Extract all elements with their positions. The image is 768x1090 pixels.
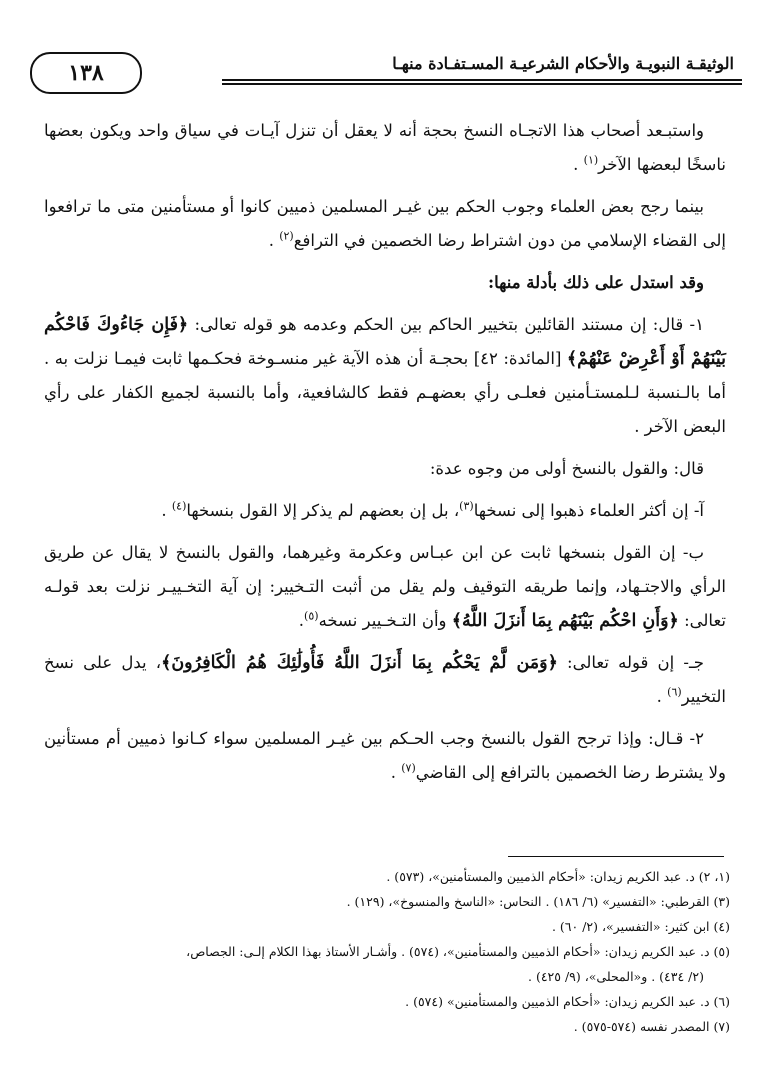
footnote-ref[interactable]: (٧) (401, 761, 416, 775)
footnote-ref[interactable]: (٣) (459, 499, 474, 513)
header-rule (222, 79, 742, 81)
footnote-ref[interactable]: (٦) (667, 685, 682, 699)
footnotes (40, 864, 730, 1039)
quran-verse: ﴿وَأَنِ احْكُم بَيْنَهُم بِمَا أَنزَلَ اللَّهُ﴾ (451, 611, 679, 631)
page-number: ١٣٨ (30, 52, 142, 94)
paragraph: ب- إن القول بنسخها ثابت عن ابن عبـاس وعكرمة وغيرهما، والقول بالنسخ لا يقال عن طريق الرأي والاجتـهاد، وإنما طريقه التوقيف ولم يقل من أثبت التـخيير: إن آية التخـييـر نزلت بعد قولـه تعالى: ﴿وَأَنِ احْكُم بَيْنَهُم بِمَا أَنزَلَ اللَّهُ﴾ وأن التـخـيير نسخه$^{(٥)}$. (44, 543, 726, 631)
footnote-continuation: (٢/ ٤٣٤) . و«المحلى»، (٩/ ٤٢٥) . (528, 969, 704, 984)
book-title: الوثيقـة النبويـة والأحكام الشرعيـة المسـتفـادة منهـا (392, 54, 734, 73)
footnote-ref[interactable]: (١) (583, 153, 599, 167)
footnote: (٥) د. عبد الكريم زيدان: «أحكام الذميين والمستأمنين»، (٥٧٤) . وأشـار الأستاذ بهذا الكلام إلـى: الجصاص، (186, 944, 730, 959)
quran-verse: ﴿وَمَن لَّمْ يَحْكُم بِمَا أَنزَلَ اللَّهُ فَأُولَٰئِكَ هُمُ الْكَافِرُونَ﴾ (161, 653, 558, 673)
section-lead: وقد استدل على ذلك بأدلة منها: (488, 273, 704, 292)
footnote: (٦) د. عبد الكريم زيدان: «أحكام الذميين والمستأمنين» (٥٧٤) . (405, 994, 730, 1009)
footnote-ref[interactable]: (٤) (171, 499, 187, 513)
footnote: (١، ٢) د. عبد الكريم زيدان: «أحكام الذميين والمستأمنين»، (٥٧٣) . (386, 869, 730, 884)
header-rule (222, 83, 742, 85)
quran-verse: ﴿فَإِن جَاءُوكَ فَاحْكُم بَيْنَهُمْ أَوْ أَعْرِضْ عَنْهُمْ﴾ (44, 315, 726, 369)
paragraph: ٢- قـال: وإذا ترجح القول بالنسخ وجب الحـكم بين غيـر المسلمين سواء كـانوا ذميين أم مستأنين ولا يشترط رضا الخصمين بالترافع إلى القاضي$^{(٧)}$ . (44, 729, 726, 782)
footnote: (٧) المصدر نفسه (٥٧٤-٥٧٥) . (573, 1019, 730, 1034)
footnote-divider (508, 856, 724, 857)
footnote: (٣) القرطبي: «التفسير» (٦/ ١٨٦) . النحاس: «الناسخ والمنسوخ»، (١٢٩) . (346, 894, 730, 909)
paragraph: آ- إن أكثر العلماء ذهبوا إلى نسخها$^{(٣)}$، بل إن بعضهم لم يذكر إلا القول بنسخها$^{(٤)}$ . (161, 499, 704, 520)
paragraph: جـ- إن قوله تعالى: ﴿وَمَن لَّمْ يَحْكُم بِمَا أَنزَلَ اللَّهُ فَأُولَٰئِكَ هُمُ الْكَافِرُونَ﴾، يدل على نسخ التخيير$^{(٦)}$ . (44, 653, 726, 706)
running-header (30, 46, 742, 102)
footnote-ref[interactable]: (٥) (304, 609, 319, 623)
paragraph: ١- قال: إن مستند القائلين بتخيير الحاكم بين الحكم وعدمه هو قوله تعالى: ﴿فَإِن جَاءُوكَ فَاحْكُم بَيْنَهُمْ أَوْ أَعْرِضْ عَنْهُمْ﴾ [المائدة: ٤٢] بحجـة أن هذه الآية غير منسـوخة فحكـمها ثابت فيمـا نزلت به . أما بالـنسبة لـلمستـأمنين فعلـى رأي بعضهـم فقط كالشافعية، وأما بالنسبة لجميع الكفار على رأي البعض الآخر . (44, 315, 726, 436)
paragraph: قال: والقول بالنسخ أولى من وجوه عدة: (429, 459, 704, 478)
footnote: (٤) ابن كثير: «التفسير»، (٢/ ٦٠) . (551, 919, 730, 934)
main-text (44, 114, 726, 798)
paragraph: بينما رجح بعض العلماء وجوب الحكم بين غيـر المسلمين ذميين كانوا أو مستأمنين متى ما ترافعوا إلى القضاء الإسلامي من دون اشتراط رضا الخصمين في الترافع$^{(٢)}$ . (44, 197, 726, 250)
footnote-ref[interactable]: (٢) (279, 229, 294, 243)
paragraph: واستبـعد أصحاب هذا الاتجـاه النسخ بحجة أنه لا يعقل أن تنزل آيـات في سياق واحد ويكون بعضها ناسخًا لبعضها الآخر$^{(١)}$ . (44, 121, 726, 174)
